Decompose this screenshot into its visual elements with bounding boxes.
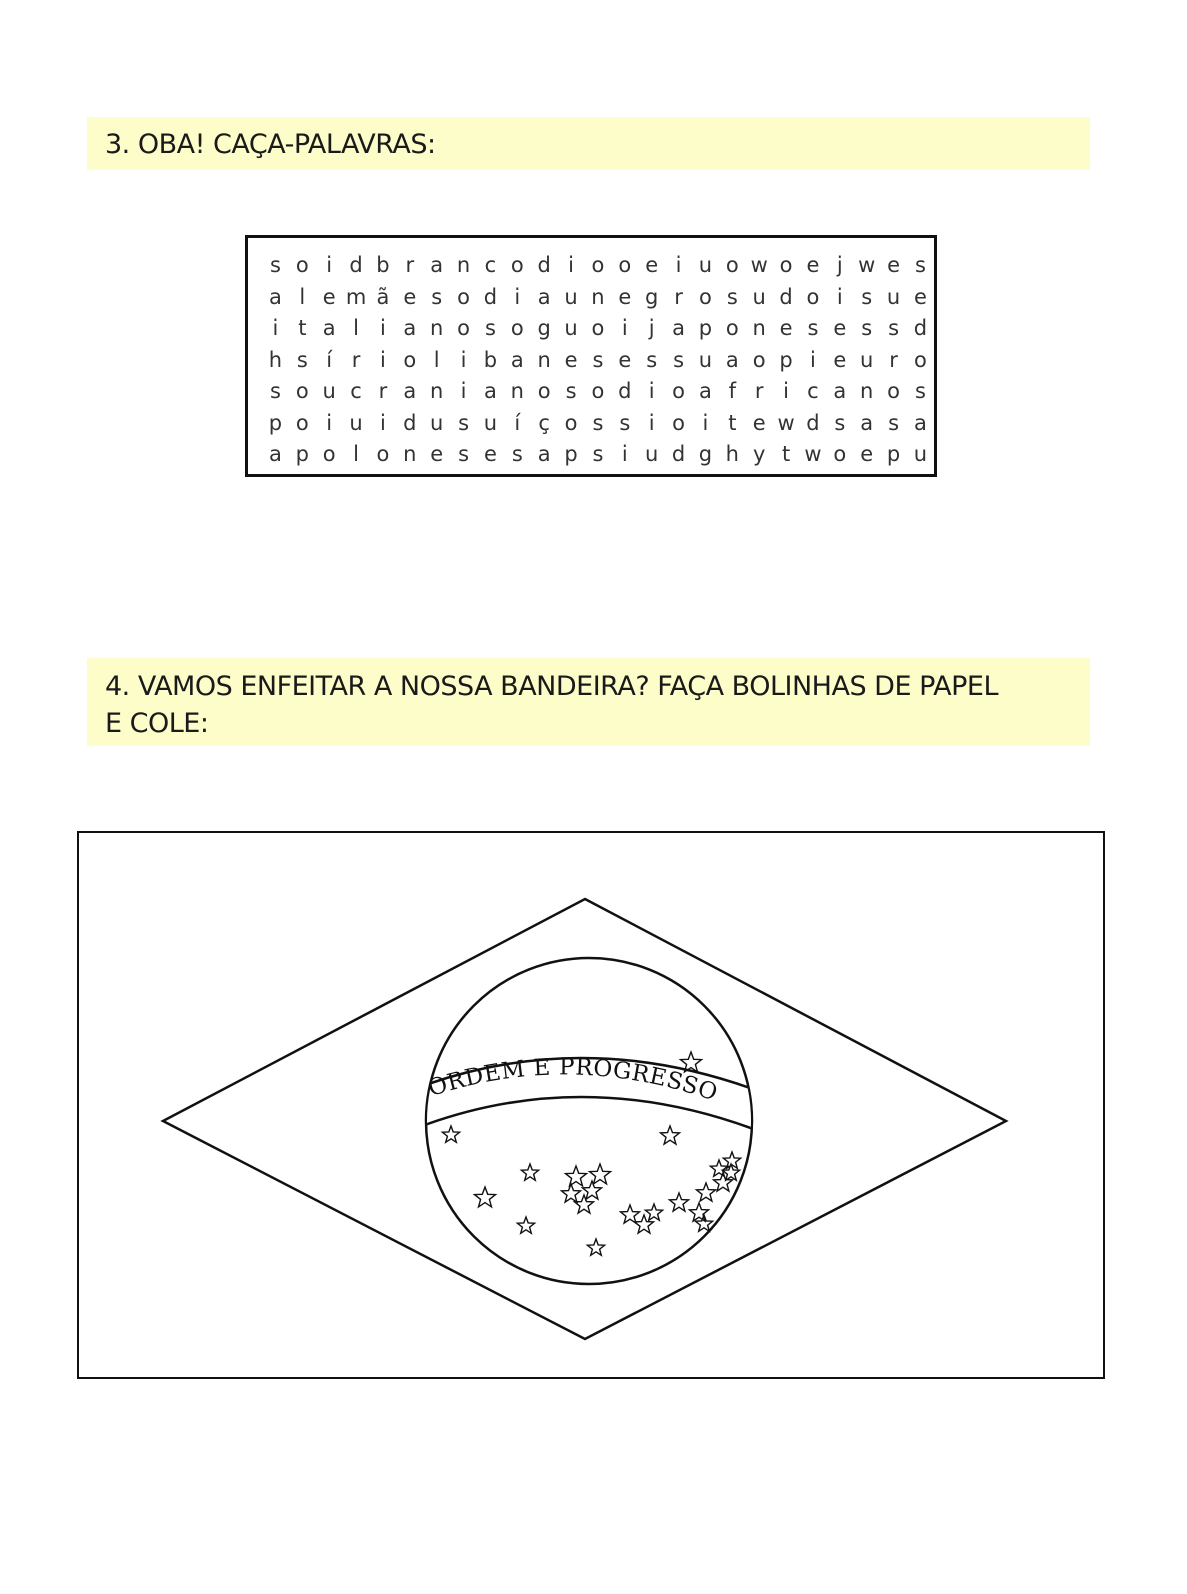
- word-search-letter: a: [510, 347, 524, 372]
- question-3-header: [87, 117, 1090, 170]
- word-search-letter: o: [699, 284, 712, 309]
- word-search-letter: a: [699, 379, 712, 403]
- word-search-row: [262, 282, 934, 314]
- word-search-row: [262, 376, 934, 408]
- word-search-letter: p: [564, 442, 578, 466]
- word-search-letter: n: [430, 316, 444, 340]
- word-search-letter: s: [565, 379, 577, 403]
- word-search-letter: w: [750, 253, 768, 277]
- word-search-letter: r: [889, 347, 898, 372]
- word-search-letter: r: [405, 253, 415, 277]
- word-search-letter: o: [376, 442, 390, 466]
- word-search-letter: s: [269, 253, 281, 277]
- star-icon: [697, 1183, 716, 1201]
- star-icon: [661, 1126, 680, 1144]
- question-3-title: 3. OBA! CAÇA-PALAVRAS:: [105, 129, 436, 160]
- word-search-letter: u: [698, 347, 713, 372]
- word-search-letter: p: [698, 316, 713, 340]
- word-search-letter: a: [672, 316, 685, 340]
- word-search-letter: a: [269, 284, 282, 309]
- word-search-row: [262, 408, 934, 440]
- word-search-letter: a: [322, 316, 336, 340]
- star-icon: [621, 1205, 640, 1223]
- word-search-letter: g: [698, 442, 713, 466]
- word-search-letter: n: [591, 284, 605, 309]
- word-search-letter: o: [914, 347, 927, 372]
- word-search-letter: i: [380, 347, 386, 372]
- word-search-letter: i: [272, 316, 279, 340]
- word-search-letter: j: [836, 253, 843, 277]
- word-search-letter: i: [514, 284, 521, 309]
- word-search-row: [262, 250, 934, 282]
- word-search-letter: r: [351, 347, 361, 372]
- word-search-letter: d: [618, 379, 632, 403]
- word-search-letter: a: [537, 442, 551, 466]
- word-search-letter: s: [484, 316, 496, 340]
- word-search-letter: e: [430, 442, 444, 466]
- question-4-title-line-1: 4. VAMOS ENFEITAR A NOSSA BANDEIRA? FAÇA BOLINHAS DE PAPEL: [105, 671, 999, 702]
- word-search-letter: r: [378, 379, 388, 403]
- word-search-letter: o: [510, 316, 524, 340]
- word-search-letter: i: [621, 442, 628, 466]
- word-search-letter: i: [810, 347, 816, 372]
- star-icon: [566, 1166, 587, 1186]
- flag-globe: [426, 958, 752, 1284]
- word-search-letter: c: [350, 379, 362, 403]
- word-search-letter: s: [592, 442, 604, 466]
- word-search-letter: a: [484, 379, 497, 403]
- word-search-letter: o: [510, 253, 524, 277]
- word-search-letter: g: [537, 316, 551, 340]
- word-search-letter: t: [728, 410, 737, 435]
- word-search-letter: n: [860, 379, 874, 403]
- word-search-letter: u: [564, 316, 578, 340]
- word-search-letter: i: [326, 410, 333, 435]
- word-search-letter: a: [403, 316, 417, 340]
- word-search-letter: d: [806, 410, 820, 435]
- brazil-flag-outline: [79, 833, 1107, 1381]
- word-search-letter: a: [269, 442, 282, 466]
- word-search-letter: e: [618, 347, 632, 372]
- word-search-letter: s: [914, 253, 926, 277]
- word-search-letter: a: [860, 410, 874, 435]
- star-icon: [517, 1217, 534, 1233]
- word-search-letter: p: [779, 347, 793, 372]
- word-search-letter: b: [376, 253, 390, 277]
- word-search-letter: p: [886, 442, 901, 466]
- word-search-letter: s: [861, 316, 873, 340]
- word-search-letter: e: [806, 253, 820, 277]
- word-search-letter: o: [725, 316, 739, 340]
- word-search-letter: o: [403, 347, 417, 372]
- word-search-letter: u: [860, 347, 874, 372]
- star-icon: [670, 1193, 689, 1211]
- word-search-letter: o: [833, 442, 847, 466]
- word-search-row: [262, 439, 934, 471]
- word-search-letter: o: [725, 253, 739, 277]
- word-search-letter: d: [671, 442, 686, 466]
- word-search-letter: o: [806, 284, 820, 309]
- word-search-letter: e: [564, 347, 578, 372]
- word-search-letter: s: [592, 347, 604, 372]
- word-search-letter: e: [403, 284, 417, 309]
- word-search-letter: e: [860, 442, 874, 466]
- word-search-letter: i: [460, 379, 467, 403]
- star-icon: [645, 1204, 662, 1220]
- word-search-letter: e: [483, 442, 497, 466]
- star-icon: [583, 1181, 602, 1199]
- word-search-letter: c: [484, 253, 497, 277]
- word-search-letter: o: [591, 316, 605, 340]
- word-search-letter: i: [380, 316, 386, 340]
- word-search-letter: o: [779, 253, 793, 277]
- word-search-letter: u: [913, 442, 928, 466]
- word-search-letter: s: [807, 316, 819, 340]
- word-search-letter: d: [779, 284, 793, 309]
- word-search-letter: u: [483, 410, 498, 435]
- word-search-letter: e: [752, 410, 766, 435]
- word-search-letter: o: [618, 253, 632, 277]
- word-search-letter: o: [887, 379, 900, 403]
- word-search-letter: e: [833, 347, 847, 372]
- flag-diamond: [163, 899, 1006, 1339]
- word-search-letter: u: [430, 410, 444, 435]
- word-search-letter: a: [403, 379, 417, 403]
- word-search-letter: ã: [376, 284, 390, 309]
- word-search-letter: y: [752, 442, 766, 466]
- flag-motto: ORDEM E PROGRESSO: [425, 1054, 721, 1107]
- word-search-letter: o: [457, 316, 470, 340]
- word-search-letter: o: [295, 410, 309, 435]
- word-search-letter: o: [672, 379, 685, 403]
- word-search-letter: m: [345, 284, 367, 309]
- star-icon: [521, 1164, 538, 1180]
- word-search-letter: t: [298, 316, 307, 340]
- star-icon: [442, 1126, 459, 1142]
- word-search-letter: s: [458, 442, 470, 466]
- word-search-letter: n: [537, 347, 551, 372]
- word-search-row: [262, 345, 934, 377]
- word-search-letter: u: [645, 442, 659, 466]
- word-search-letter: u: [698, 253, 713, 277]
- word-search-letter: i: [648, 379, 655, 403]
- word-search-letter: p: [268, 410, 283, 435]
- question-4-header: [87, 658, 1090, 746]
- word-search-letter: e: [618, 284, 632, 309]
- question-4-title-line-2: E COLE:: [105, 708, 209, 739]
- star-icon: [475, 1187, 496, 1207]
- word-search-letter: o: [672, 410, 685, 435]
- word-search-letter: w: [858, 253, 876, 277]
- word-search-grid: [245, 235, 937, 477]
- word-search-letter: e: [645, 253, 659, 277]
- word-search-letter: n: [403, 442, 417, 466]
- word-search-letter: l: [299, 284, 306, 309]
- word-search-letter: r: [754, 379, 764, 403]
- word-search-letter: w: [804, 442, 822, 466]
- word-search-letter: l: [433, 347, 440, 372]
- word-search-letter: s: [673, 347, 685, 372]
- word-search-letter: i: [675, 253, 682, 277]
- word-search-letter: ç: [538, 410, 550, 435]
- word-search-letter: a: [430, 253, 444, 277]
- word-search-letter: d: [537, 253, 551, 277]
- word-search-letter: o: [591, 253, 605, 277]
- word-search-letter: s: [888, 410, 900, 435]
- word-search-letter: s: [888, 316, 900, 340]
- word-search-letter: h: [268, 347, 283, 372]
- word-search-letter: s: [619, 410, 631, 435]
- word-search-letter: s: [269, 379, 281, 403]
- word-search-letter: g: [645, 284, 659, 309]
- word-search-letter: s: [431, 284, 443, 309]
- word-search-letter: s: [511, 442, 523, 466]
- word-search-letter: s: [592, 410, 604, 435]
- word-search-letter: d: [349, 253, 363, 277]
- star-icon: [587, 1239, 604, 1255]
- word-search-letter: p: [295, 442, 309, 466]
- word-search-letter: w: [777, 410, 795, 435]
- word-search-letter: n: [510, 379, 524, 403]
- word-search-letter: i: [568, 253, 574, 277]
- star-icon: [635, 1215, 654, 1233]
- word-search-letter: r: [674, 284, 683, 309]
- word-search-letter: a: [725, 347, 739, 372]
- word-search-letter: o: [564, 410, 578, 435]
- word-search-letter: o: [752, 347, 766, 372]
- word-search-letter: d: [483, 284, 498, 309]
- word-search-letter: n: [430, 379, 444, 403]
- word-search-letter: i: [836, 284, 843, 309]
- word-search-letter: a: [833, 379, 847, 403]
- word-search-letter: í: [514, 410, 521, 435]
- word-search-letter: i: [460, 347, 467, 372]
- word-search-letter: í: [326, 347, 333, 372]
- word-search-letter: e: [913, 284, 927, 309]
- word-search-letter: s: [458, 410, 470, 435]
- word-search-letter: e: [833, 316, 847, 340]
- word-search-letter: s: [296, 347, 308, 372]
- word-search-letter: e: [322, 284, 336, 309]
- word-search-letter: i: [702, 410, 709, 435]
- word-search-letter: u: [886, 284, 901, 309]
- word-search-letter: o: [537, 379, 551, 403]
- word-search-letter: b: [483, 347, 498, 372]
- word-search-letter: i: [380, 410, 386, 435]
- word-search-letter: s: [861, 284, 873, 309]
- word-search-letter: e: [887, 253, 901, 277]
- word-search-letter: i: [621, 316, 628, 340]
- word-search-letter: s: [914, 379, 926, 403]
- word-search-letter: l: [353, 442, 359, 466]
- word-search-letter: c: [807, 379, 819, 403]
- word-search-letter: l: [353, 316, 359, 340]
- word-search-letter: i: [783, 379, 789, 403]
- word-search-letter: n: [752, 316, 766, 340]
- star-icon: [575, 1195, 594, 1213]
- word-search-letter: d: [913, 316, 928, 340]
- word-search-letter: s: [726, 284, 738, 309]
- word-search-letter: a: [537, 284, 551, 309]
- word-search-letter: u: [349, 410, 363, 435]
- word-search-letter: h: [725, 442, 739, 466]
- word-search-letter: o: [295, 253, 309, 277]
- word-search-letter: e: [779, 316, 793, 340]
- word-search-letter: u: [752, 284, 766, 309]
- word-search-letter: o: [295, 379, 309, 403]
- flag-frame: [77, 831, 1105, 1379]
- word-search-row: [262, 313, 934, 345]
- word-search-letter: i: [648, 410, 655, 435]
- word-search-letter: u: [564, 284, 578, 309]
- star-icon: [710, 1160, 727, 1176]
- word-search-letter: o: [591, 379, 605, 403]
- word-search-letter: d: [403, 410, 417, 435]
- word-search-letter: j: [648, 316, 655, 340]
- word-search-letter: u: [322, 379, 336, 403]
- word-search-letter: s: [646, 347, 658, 372]
- word-search-letter: f: [728, 379, 737, 403]
- word-search-letter: t: [781, 442, 791, 466]
- word-search-letter: s: [834, 410, 846, 435]
- star-icon: [562, 1184, 581, 1202]
- word-search-letter: n: [456, 253, 471, 277]
- word-search-letter: o: [457, 284, 470, 309]
- word-search-letter: o: [322, 442, 336, 466]
- word-search-letter: i: [326, 253, 333, 277]
- word-search-letter: a: [914, 410, 927, 435]
